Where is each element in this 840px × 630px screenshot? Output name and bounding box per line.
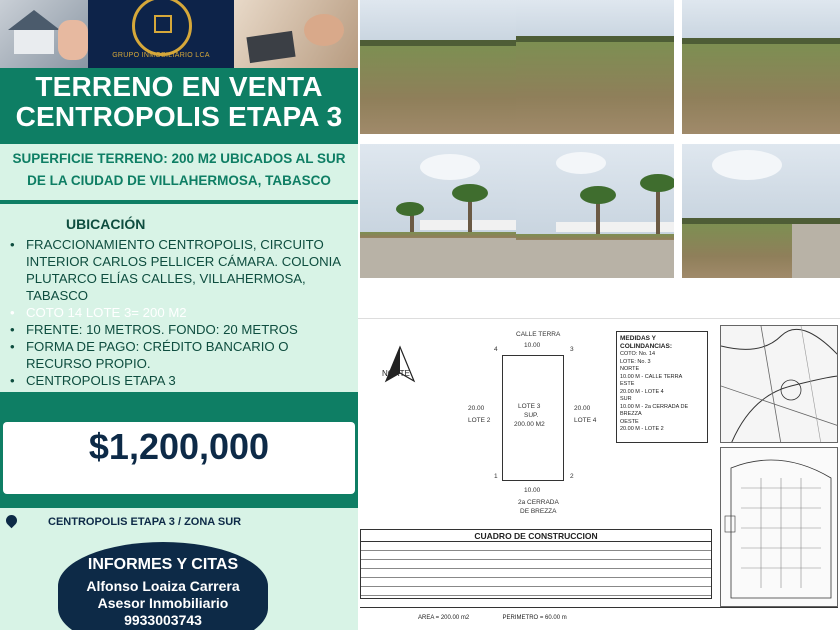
location-item: • COTO 14 LOTE 3= 200 M2 xyxy=(8,304,348,321)
location-item: • CENTROPOLIS ETAPA 3 xyxy=(8,372,348,389)
title-line-2: CENTROPOLIS ETAPA 3 xyxy=(15,101,343,132)
location-list xyxy=(8,236,348,389)
measurement-heading: SUR xyxy=(620,396,632,402)
contact-badge xyxy=(58,542,268,630)
land-photo xyxy=(682,0,840,134)
dimension-bottom: 10.00 xyxy=(524,487,541,494)
measurements-title: COLINDANCIAS: xyxy=(620,343,672,350)
land-photo xyxy=(360,0,518,134)
house-photo xyxy=(0,0,88,68)
company-logo xyxy=(88,0,234,68)
location-pin-icon xyxy=(4,513,20,529)
street-bottom-label: DE BREZZA xyxy=(520,508,557,515)
agent-role: Asesor Inmobiliario xyxy=(97,595,229,611)
street-top-label: CALLE TERRA xyxy=(516,331,561,338)
corner-label: 2 xyxy=(570,473,574,480)
measurement-coto: COTO: No. 14 xyxy=(620,351,656,357)
corner-label: 1 xyxy=(494,473,498,480)
header-photo-strip xyxy=(0,0,358,68)
zone-label: CENTROPOLIS ETAPA 3 / ZONA SUR xyxy=(48,516,242,528)
surface-line-2: DE LA CIUDAD DE VILLAHERMOSA, TABASCO xyxy=(27,173,331,188)
left-dimension: 20.00 xyxy=(468,405,485,412)
calculator-icon xyxy=(246,31,295,63)
construction-table-title: CUADRO DE CONSTRUCCION xyxy=(361,530,711,542)
land-photo xyxy=(516,0,674,134)
measurement-heading: OESTE xyxy=(620,418,639,425)
location-item: • FORMA DE PAGO: CRÉDITO BANCARIO O RECURSO PROPIO. xyxy=(8,338,348,372)
info-panel xyxy=(0,0,358,630)
agent-name: Alfonso Loaiza Carrera xyxy=(86,578,240,594)
location-item: • FRACCIONAMIENTO CENTROPOLIS, CIRCUITO INTERIOR CARLOS PELLICER CÁMARA. COLONIA PLUTARCO ELÍAS CALLES, VILLAHERMOSA, TABASCO xyxy=(8,236,348,304)
logo-text: GRUPO INMOBILIARIO LCA xyxy=(112,52,210,59)
measurement-value: 20.00 M - LOTE 2 xyxy=(620,426,664,432)
desk-photo xyxy=(234,0,358,68)
area-value: AREA = 200.00 m2 xyxy=(418,615,470,621)
contact-heading: INFORMES Y CITAS xyxy=(87,556,239,573)
street-photo xyxy=(516,144,674,278)
lot-sup-label: SUP. xyxy=(524,412,539,419)
price-banner xyxy=(0,392,358,508)
table-row xyxy=(361,578,711,587)
subdivision-map xyxy=(720,447,838,607)
right-lot-label: LOTE 4 xyxy=(574,417,597,424)
measurement-value: 10.00 M - 2a CERRADA DE BREZZA xyxy=(620,403,689,417)
location-section xyxy=(0,200,358,392)
street-photo xyxy=(360,144,518,278)
table-row xyxy=(361,569,711,578)
title-banner xyxy=(0,68,358,144)
street-bottom-label: 2a CERRADA xyxy=(518,499,559,506)
measurement-heading: ESTE xyxy=(620,381,635,387)
construction-table xyxy=(360,529,712,599)
location-map xyxy=(720,325,838,443)
title-line-1: TERRENO EN VENTA xyxy=(35,71,323,102)
left-lot-label: LOTE 2 xyxy=(468,417,491,424)
location-heading: UBICACIÓN xyxy=(66,216,146,232)
dimension-top: 10.00 xyxy=(524,342,541,349)
measurements-title: MEDIDAS Y xyxy=(620,335,656,342)
right-dimension: 20.00 xyxy=(574,405,591,412)
table-row xyxy=(361,542,711,551)
zone-row xyxy=(0,508,358,538)
measurement-value: 20.00 M - LOTE 4 xyxy=(620,388,664,395)
logo-seal xyxy=(132,0,192,56)
surface-description xyxy=(0,144,358,200)
corner-label: 4 xyxy=(494,346,498,353)
measurements-box xyxy=(616,331,708,443)
lot-label: LOTE 3 xyxy=(518,403,541,410)
lot-plan-sheet xyxy=(358,318,840,630)
measurement-lote: LOTE: No. 3 xyxy=(620,358,651,365)
table-row xyxy=(361,560,711,569)
table-row xyxy=(361,551,711,560)
table-row xyxy=(361,587,711,596)
measurement-heading: NORTE xyxy=(620,366,640,372)
lot-area-label: 200.00 M2 xyxy=(514,421,545,428)
perimeter-value: PERIMETRO = 60.00 m xyxy=(502,615,567,621)
corner-label: 3 xyxy=(570,346,574,353)
agent-phone: 9933003743 xyxy=(124,612,202,628)
surface-line-1: SUPERFICIE TERRENO: 200 M2 UBICADOS AL SUR xyxy=(12,151,346,166)
measurement-value: 10.00 M - CALLE TERRA xyxy=(620,373,683,380)
price-value: $1,200,000 xyxy=(88,426,270,467)
plan-footer-strip xyxy=(360,607,838,629)
location-item: • FRENTE: 10 METROS. FONDO: 20 METROS xyxy=(8,321,348,338)
house-icon xyxy=(154,15,172,33)
north-label: NORTE xyxy=(382,369,410,378)
keys-icon xyxy=(304,14,344,46)
land-photo xyxy=(682,144,840,278)
